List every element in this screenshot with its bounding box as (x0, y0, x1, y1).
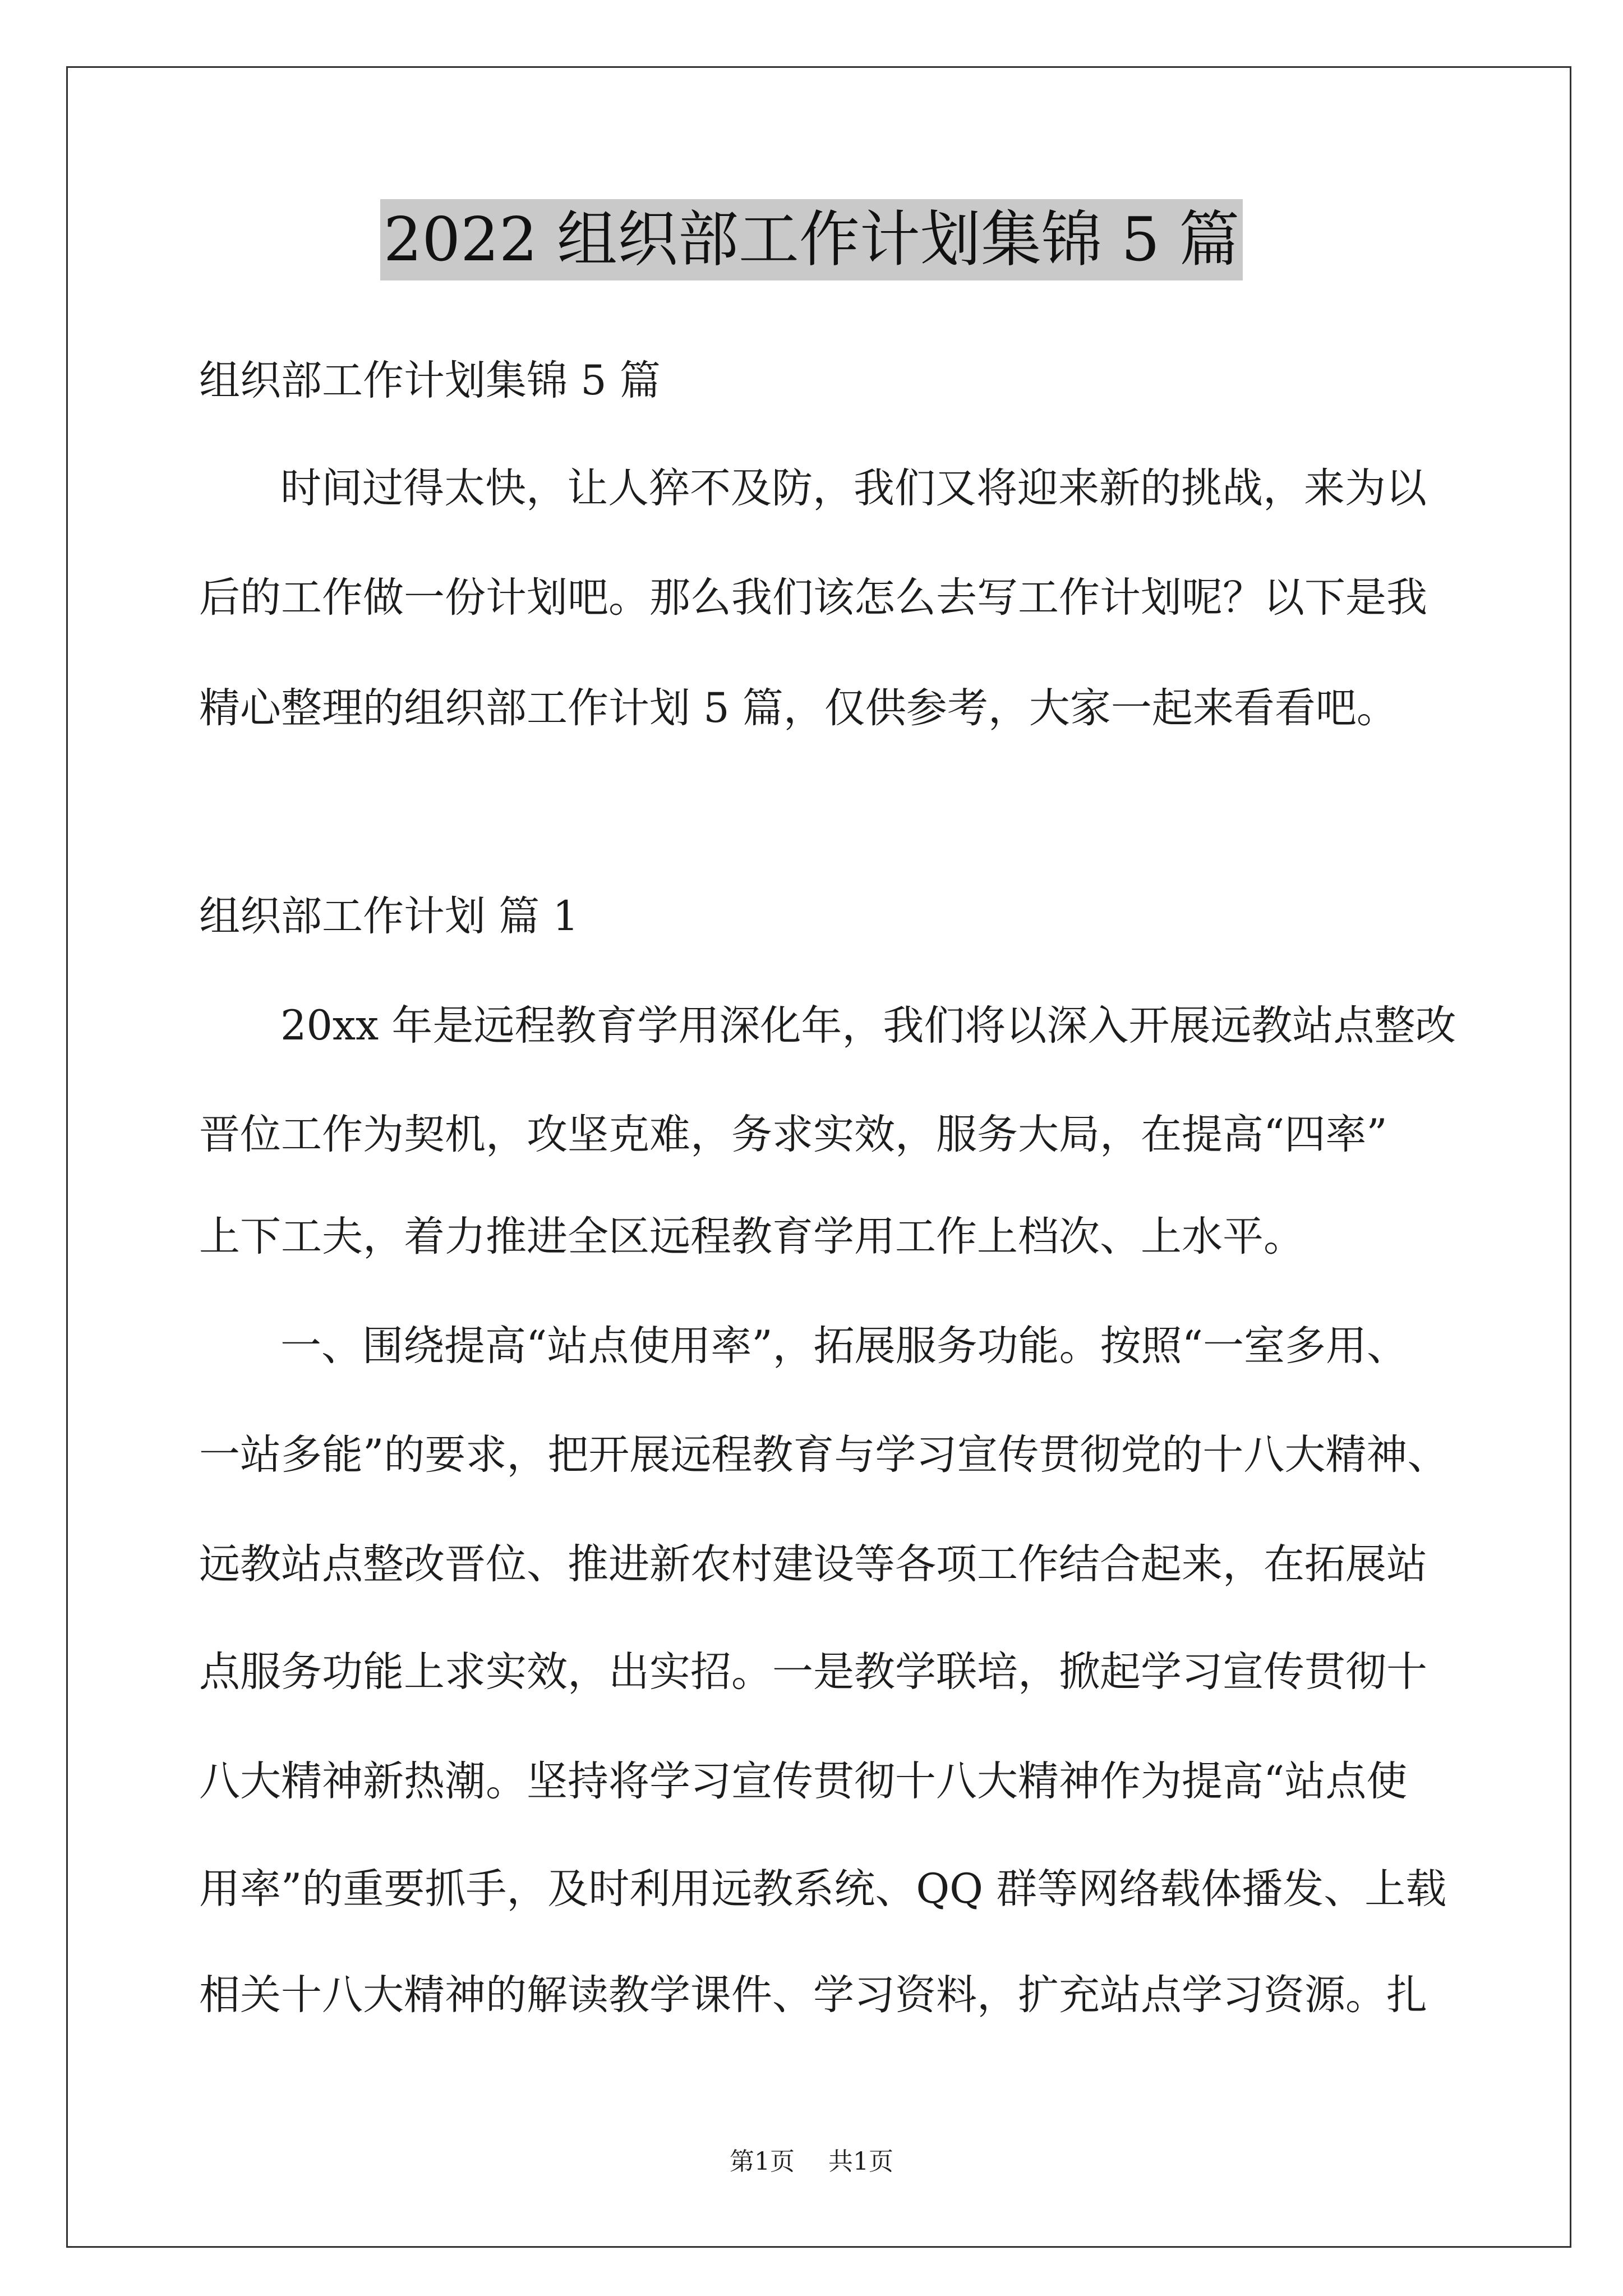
section-heading: 组织部工作计划 篇 1 (199, 892, 579, 940)
body-line: 一、围绕提高“站点使用率”，拓展服务功能。按照“一室多用、 (280, 1322, 1408, 1370)
body-line: 后的工作做一份计划吧。那么我们该怎么去写工作计划呢？以下是我 (199, 574, 1427, 622)
body-line: 晋位工作为契机，攻坚克难，务求实效，服务大局，在提高“四率” (199, 1111, 1387, 1158)
page-number: 第1页 (730, 2147, 795, 2176)
page-footer (0, 2145, 1623, 2179)
doc-subtitle: 组织部工作计划集锦 5 篇 (199, 357, 661, 404)
body-line: 用率”的重要抓手，及时利用远教系统、QQ 群等网络载体播发、上载 (199, 1865, 1447, 1913)
body-line: 时间过得太快，让人猝不及防，我们又将迎来新的挑战，来为以 (280, 464, 1427, 512)
title-row (0, 199, 1623, 280)
body-line: 远教站点整改晋位、推进新农村建设等各项工作结合起来，在拓展站 (199, 1540, 1427, 1588)
body-line: 20xx 年是远程教育学用深化年，我们将以深入开展远教站点整改 (280, 1002, 1456, 1050)
body-line: 上下工夫，着力推进全区远程教育学用工作上档次、上水平。 (199, 1213, 1304, 1260)
page-total: 共1页 (828, 2147, 893, 2176)
body-line: 八大精神新热潮。坚持将学习宣传贯彻十八大精神作为提高“站点使 (199, 1757, 1408, 1805)
body-line: 相关十八大精神的解读教学课件、学习资料，扩充站点学习资源。扎 (199, 1971, 1427, 2019)
body-line: 点服务功能上求实效，出实招。一是教学联培，掀起学习宣传贯彻十 (199, 1648, 1427, 1696)
body-line: 一站多能”的要求，把开展远程教育与学习宣传贯彻党的十八大精神、 (199, 1431, 1449, 1479)
doc-title: 2022 组织部工作计划集锦 5 篇 (380, 199, 1243, 280)
body-line: 精心整理的组织部工作计划 5 篇，仅供参考，大家一起来看看吧。 (199, 684, 1398, 732)
